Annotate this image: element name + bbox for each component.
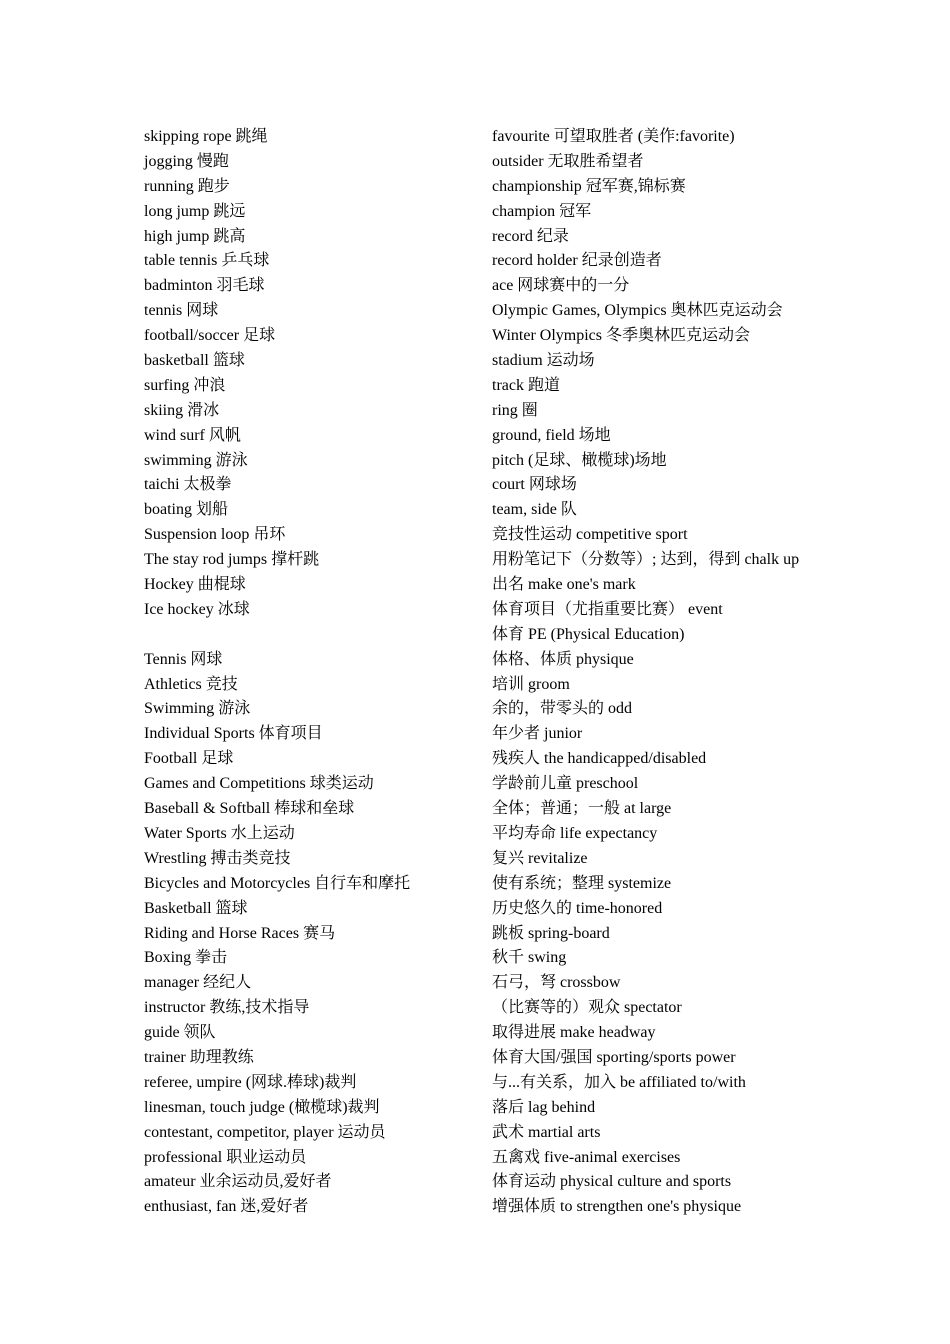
vocabulary-entry: Tennis 网球	[144, 650, 223, 668]
vocabulary-entry: enthusiast, fan 迷,爱好者	[144, 1198, 309, 1216]
vocabulary-entry: running 跑步	[144, 177, 230, 195]
vocabulary-entry: Olympic Games, Olympics 奥林匹克运动会	[492, 302, 783, 320]
vocabulary-entry: team, side 队	[492, 501, 577, 519]
vocabulary-entry: Hockey 曲棍球	[144, 576, 246, 594]
vocabulary-entry: Ice hockey 冰球	[144, 600, 250, 618]
vocabulary-entry: 学龄前儿童 preschool	[492, 775, 639, 793]
vocabulary-entry: 体育 PE (Physical Education)	[492, 625, 685, 643]
vocabulary-entry: guide 领队	[144, 1024, 216, 1042]
vocabulary-entry: outsider 无取胜希望者	[492, 152, 644, 170]
vocabulary-entry: 石弓，弩 crossbow	[492, 974, 621, 992]
vocabulary-entry: 五禽戏 five-animal exercises	[492, 1148, 681, 1166]
vocabulary-entry: 余的，带零头的 odd	[492, 700, 633, 718]
vocabulary-entry: Athletics 竞技	[144, 675, 238, 693]
vocabulary-entry: skiing 滑冰	[144, 401, 220, 419]
vocabulary-entry: football/soccer 足球	[144, 327, 276, 345]
vocabulary-entry: Baseball & Softball 棒球和垒球	[144, 800, 355, 818]
vocabulary-entry: 残疾人 the handicapped/disabled	[492, 750, 707, 768]
vocabulary-entry: Swimming 游泳	[144, 700, 251, 718]
vocabulary-entry: boating 划船	[144, 501, 228, 519]
vocabulary-entry: jogging 慢跑	[144, 152, 229, 170]
vocabulary-entry: long jump 跳远	[144, 202, 246, 220]
vocabulary-entry: Games and Competitions 球类运动	[144, 775, 374, 793]
vocabulary-entry: skipping rope 跳绳	[144, 128, 268, 145]
vocabulary-entry: 落后 lag behind	[492, 1098, 596, 1116]
vocabulary-entry: manager 经纪人	[144, 974, 252, 992]
vocabulary-entry: The stay rod jumps 撑杆跳	[144, 551, 320, 569]
vocabulary-entry: Suspension loop 吊环	[144, 526, 286, 544]
vocabulary-entry: Boxing 拳击	[144, 949, 228, 967]
vocabulary-entry: ring 圈	[492, 401, 538, 419]
vocabulary-entry: 取得进展 make headway	[492, 1024, 656, 1042]
right-vocabulary-column	[492, 125, 912, 1220]
vocabulary-entry: surfing 冲浪	[144, 376, 226, 394]
vocabulary-entry: Water Sports 水上运动	[144, 824, 295, 842]
vocabulary-entry: Basketball 篮球	[144, 899, 248, 917]
vocabulary-entry: 体育大国/强国 sporting/sports power	[492, 1048, 736, 1066]
vocabulary-entry: 出名 make one's mark	[492, 576, 636, 594]
vocabulary-entry: taichi 太极拳	[144, 476, 232, 494]
vocabulary-entry: 秋千 swing	[492, 949, 567, 967]
vocabulary-entry: Winter Olympics 冬季奥林匹克运动会	[492, 327, 751, 345]
vocabulary-entry: 与...有关系，加入 be affiliated to/with	[492, 1073, 746, 1091]
vocabulary-entry: 复兴 revitalize	[492, 849, 588, 867]
vocabulary-entry: Riding and Horse Races 赛马	[144, 924, 336, 942]
vocabulary-entry: record 纪录	[492, 227, 569, 245]
vocabulary-entry: wind surf 风帆	[144, 426, 241, 444]
vocabulary-entry: 体育运动 physical culture and sports	[492, 1173, 732, 1191]
vocabulary-entry: record holder 纪录创造者	[492, 252, 662, 270]
vocabulary-entry: linesman, touch judge (橄榄球)裁判	[144, 1098, 380, 1116]
vocabulary-entry: professional 职业运动员	[144, 1148, 307, 1166]
vocabulary-entry: 体格、体质 physique	[492, 650, 634, 668]
vocabulary-entry: 年少者 junior	[492, 725, 583, 743]
vocabulary-entry: 武术 martial arts	[492, 1123, 601, 1141]
vocabulary-entry: contestant, competitor, player 运动员	[144, 1123, 386, 1141]
vocabulary-entry: championship 冠军赛,锦标赛	[492, 177, 686, 195]
vocabulary-entry: tennis 网球	[144, 302, 219, 320]
vocabulary-entry: referee, umpire (网球.棒球)裁判	[144, 1073, 357, 1091]
vocabulary-entry: champion 冠军	[492, 202, 592, 220]
vocabulary-entry: 历史悠久的 time-honored	[492, 899, 663, 917]
vocabulary-entry: Individual Sports 体育项目	[144, 725, 323, 743]
vocabulary-entry: Wrestling 搏击类竞技	[144, 849, 291, 867]
vocabulary-entry: 跳板 spring-board	[492, 924, 610, 942]
vocabulary-entry: instructor 教练,技术指导	[144, 999, 310, 1017]
vocabulary-entry: 培训 groom	[492, 675, 570, 693]
vocabulary-entry: Football 足球	[144, 750, 234, 768]
vocabulary-entry: court 网球场	[492, 476, 577, 494]
vocabulary-entry: ace 网球赛中的一分	[492, 277, 630, 295]
left-vocabulary-column	[144, 125, 474, 1220]
vocabulary-entry: 平均寿命 life expectancy	[492, 824, 658, 842]
vocabulary-entry: stadium 运动场	[492, 352, 595, 370]
vocabulary-entry: 全体；普通；一般 at large	[492, 800, 672, 818]
vocabulary-entry: trainer 助理教练	[144, 1048, 254, 1066]
vocabulary-entry: Bicycles and Motorcycles 自行车和摩托	[144, 874, 411, 892]
vocabulary-entry: （比赛等的）观众 spectator	[492, 999, 682, 1017]
vocabulary-entry: amateur 业余运动员,爱好者	[144, 1173, 332, 1191]
vocabulary-entry: 增强体质 to strengthen one's physique	[492, 1198, 742, 1216]
vocabulary-entry: table tennis 乒乓球	[144, 252, 270, 270]
vocabulary-entry: basketball 篮球	[144, 352, 245, 370]
vocabulary-entry: high jump 跳高	[144, 227, 246, 245]
vocabulary-entry: track 跑道	[492, 376, 560, 394]
vocabulary-entry: 体育项目（尤指重要比赛） event	[492, 600, 723, 618]
vocabulary-entry: swimming 游泳	[144, 451, 248, 469]
vocabulary-entry: 竞技性运动 competitive sport	[492, 526, 688, 544]
vocabulary-entry: pitch (足球、橄榄球)场地	[492, 451, 667, 469]
vocabulary-entry: badminton 羽毛球	[144, 277, 265, 295]
vocabulary-entry	[144, 623, 474, 648]
vocabulary-entry: ground, field 场地	[492, 426, 611, 444]
vocabulary-entry: 使有系统；整理 systemize	[492, 874, 672, 892]
vocabulary-entry: favourite 可望取胜者 (美作:favorite)	[492, 128, 735, 145]
vocabulary-entry: 用粉笔记下（分数等）; 达到，得到 chalk up	[492, 551, 800, 569]
